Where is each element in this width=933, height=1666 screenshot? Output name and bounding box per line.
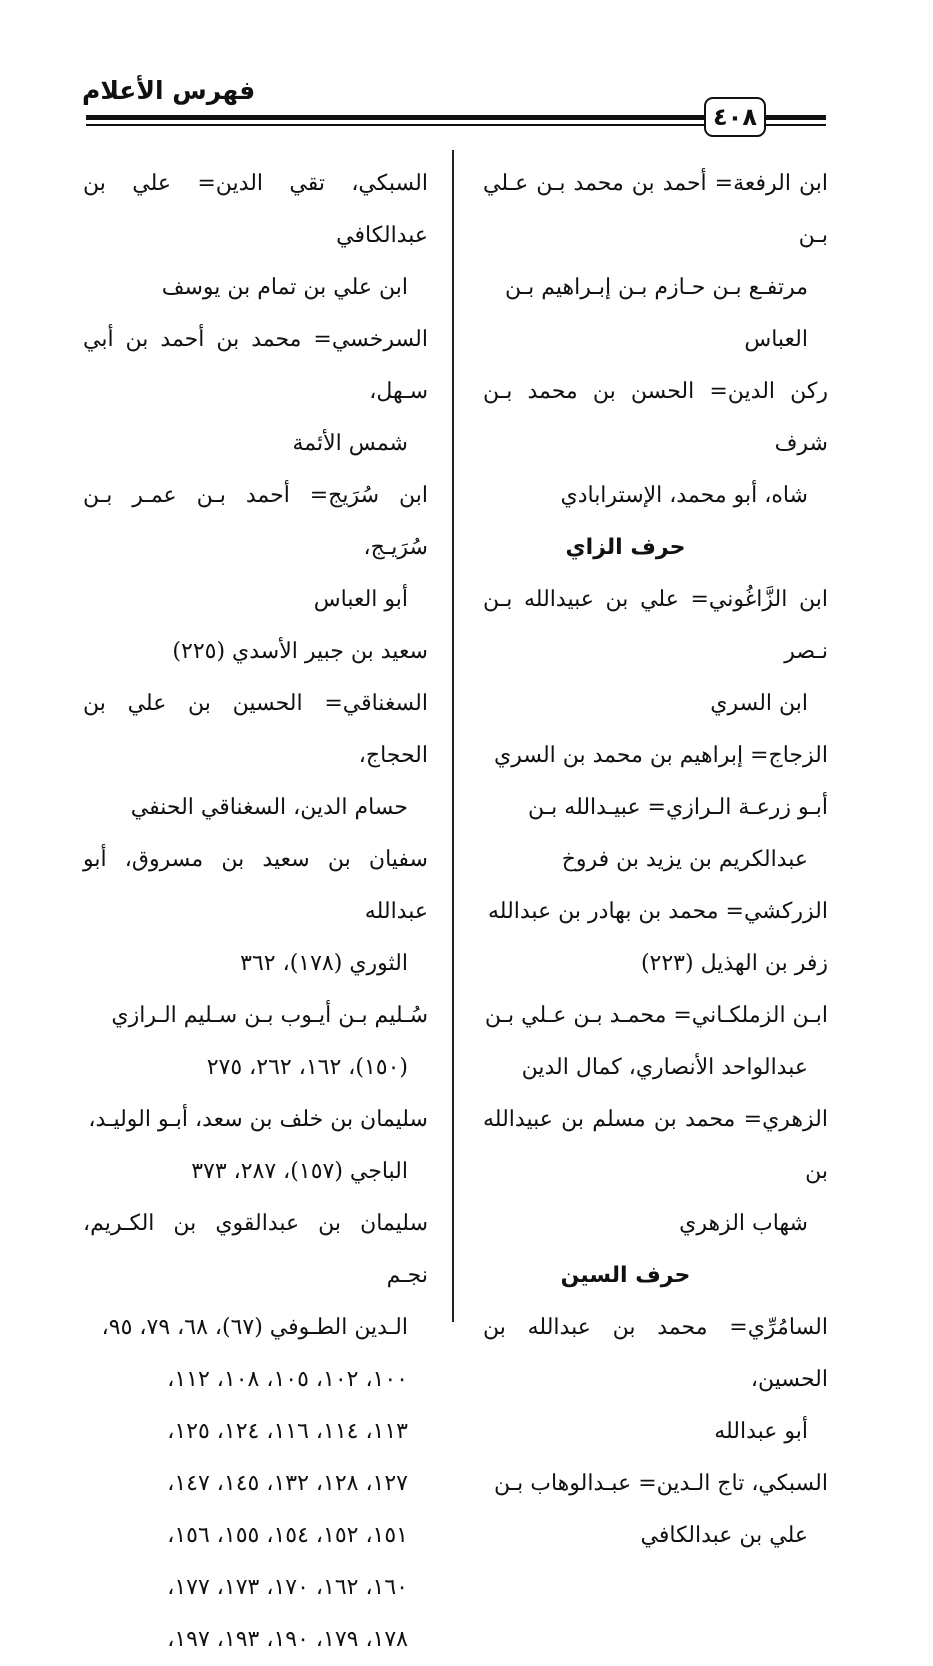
entry-continuation-line: الثوري (١٧٨)، ٣٦٢ — [240, 951, 408, 976]
entry-line: السغناقي= الحسين بن علي بن الحجاج، — [83, 691, 428, 768]
entry-continuation-line: شاه، أبو محمد، الإسترابادي — [560, 483, 808, 508]
index-entry — [483, 1094, 828, 1250]
entry-continuation-line: علي بن عبدالكافي — [640, 1523, 808, 1548]
entry-continuation-line: الباجي (١٥٧)، ٢٨٧، ٣٧٣ — [191, 1159, 408, 1184]
section-heading: حرف السين — [560, 1263, 691, 1288]
entry-continuation-line: ١٢٧، ١٢٨، ١٣٢، ١٤٥، ١٤٧، — [167, 1471, 408, 1496]
entry-continuation-line: حسام الدين، السغناقي الحنفي — [130, 795, 408, 820]
entry-continuation-line: عبدالواحد الأنصاري، كمال الدين — [521, 1055, 808, 1080]
entry-continuation-line: العباس — [744, 327, 808, 352]
entry-line: السبكي، تقي الدين= علي بن عبدالكافي — [83, 171, 428, 248]
index-entry — [483, 158, 828, 366]
entry-line: سعيد بن جبير الأسدي (٢٢٥) — [172, 639, 428, 664]
entry-line: السبكي، تاج الـدين= عبـدالوهاب بـن — [493, 1471, 828, 1496]
entry-continuation-line: ١٦٠، ١٦٢، ١٧٠، ١٧٣، ١٧٧، — [167, 1575, 408, 1600]
entry-continuation-line: ١٥١، ١٥٢، ١٥٤، ١٥٥، ١٥٦، — [167, 1523, 408, 1548]
entry-line: السامُرِّي= محمد بن عبدالله بن الحسين، — [483, 1315, 828, 1392]
index-entry — [483, 990, 828, 1094]
index-entry — [483, 938, 828, 990]
entry-line: أبـو زرعـة الـرازي= عبيـدالله بـن — [527, 795, 828, 820]
entry-line: سُـليم بـن أيـوب بـن سـليم الـرازي — [111, 1003, 428, 1028]
index-entry — [483, 1302, 828, 1458]
index-entry — [83, 834, 428, 990]
entry-continuation-line: شمس الأئمة — [292, 431, 408, 456]
entry-line: ابن سُرَيج= أحمد بـن عمـر بـن سُرَيـج، — [83, 483, 428, 560]
page-number: ٤٠٨ — [713, 103, 757, 131]
index-entry — [483, 1458, 828, 1562]
index-entry — [83, 470, 428, 626]
entry-continuation-line: شهاب الزهري — [679, 1211, 808, 1236]
index-entry — [483, 886, 828, 938]
entry-line: ركن الدين= الحسن بن محمد بـن شرف — [483, 379, 828, 456]
entry-continuation-line: ١١٣، ١١٤، ١١٦، ١٢٤، ١٢٥، — [167, 1419, 408, 1444]
index-entry — [83, 678, 428, 834]
entry-line: الزهري= محمد بن مسلم بن عبيدالله بن — [483, 1107, 828, 1184]
entry-line: سليمان بن عبدالقوي بن الكـريم، نجـم — [83, 1211, 428, 1288]
entry-line: زفر بن الهذيل (٢٢٣) — [640, 951, 828, 976]
entry-line: سليمان بن خلف بن سعد، أبـو الوليـد، — [88, 1107, 428, 1132]
entry-continuation-line: ابن السري — [710, 691, 808, 716]
entry-continuation-line: ١٧٨، ١٧٩، ١٩٠، ١٩٣، ١٩٧، — [167, 1627, 408, 1652]
left-column — [83, 158, 428, 1666]
index-entry — [483, 366, 828, 522]
index-entry — [483, 574, 828, 730]
entry-continuation-line: ابن علي بن تمام بن يوسف — [161, 275, 408, 300]
index-entry — [83, 158, 428, 314]
index-entry — [83, 314, 428, 470]
column-divider — [452, 150, 454, 1322]
right-column — [483, 158, 828, 1562]
entry-continuation-line: (١٥٠)، ١٦٢، ٢٦٢، ٢٧٥ — [206, 1055, 408, 1080]
entry-line: ابـن الزملكـاني= محمـد بـن عـلي بـن — [484, 1003, 828, 1028]
index-entry — [483, 782, 828, 886]
index-entry — [483, 730, 828, 782]
entry-line: الزجاج= إبراهيم بن محمد بن السري — [493, 743, 828, 768]
running-title: فهرس الأعلام — [82, 76, 256, 105]
entry-continuation-line: عبدالكريم بن يزيد بن فروخ — [561, 847, 808, 872]
entry-line: سفيان بن سعيد بن مسروق، أبو عبدالله — [83, 847, 428, 924]
entry-continuation-line: الـدين الطـوفي (٦٧)، ٦٨، ٧٩، ٩٥، — [101, 1315, 408, 1340]
index-entry — [83, 1094, 428, 1198]
entry-line: السرخسي= محمد بن أحمد بن أبي سـهل، — [83, 327, 428, 404]
entry-line: الزركشي= محمد بن بهادر بن عبدالله — [487, 899, 828, 924]
page-number-box — [704, 97, 766, 137]
entry-continuation-line: ١٠٠، ١٠٢، ١٠٥، ١٠٨، ١١٢، — [167, 1367, 408, 1392]
index-entry — [83, 1198, 428, 1666]
index-entry — [83, 990, 428, 1094]
entry-continuation-line: مرتفـع بـن حـازم بـن إبـراهيم بـن — [504, 275, 808, 300]
section-heading: حرف الزاي — [565, 535, 686, 560]
entry-line: ابن الزَّاغُوني= علي بن عبيدالله بـن نـصر — [483, 587, 828, 664]
entry-line: ابن الرفعة= أحمد بن محمد بـن عـلي بـن — [483, 171, 828, 248]
entry-continuation-line: أبو عبدالله — [714, 1419, 808, 1444]
index-entry — [83, 626, 428, 678]
entry-continuation-line: أبو العباس — [313, 587, 408, 612]
